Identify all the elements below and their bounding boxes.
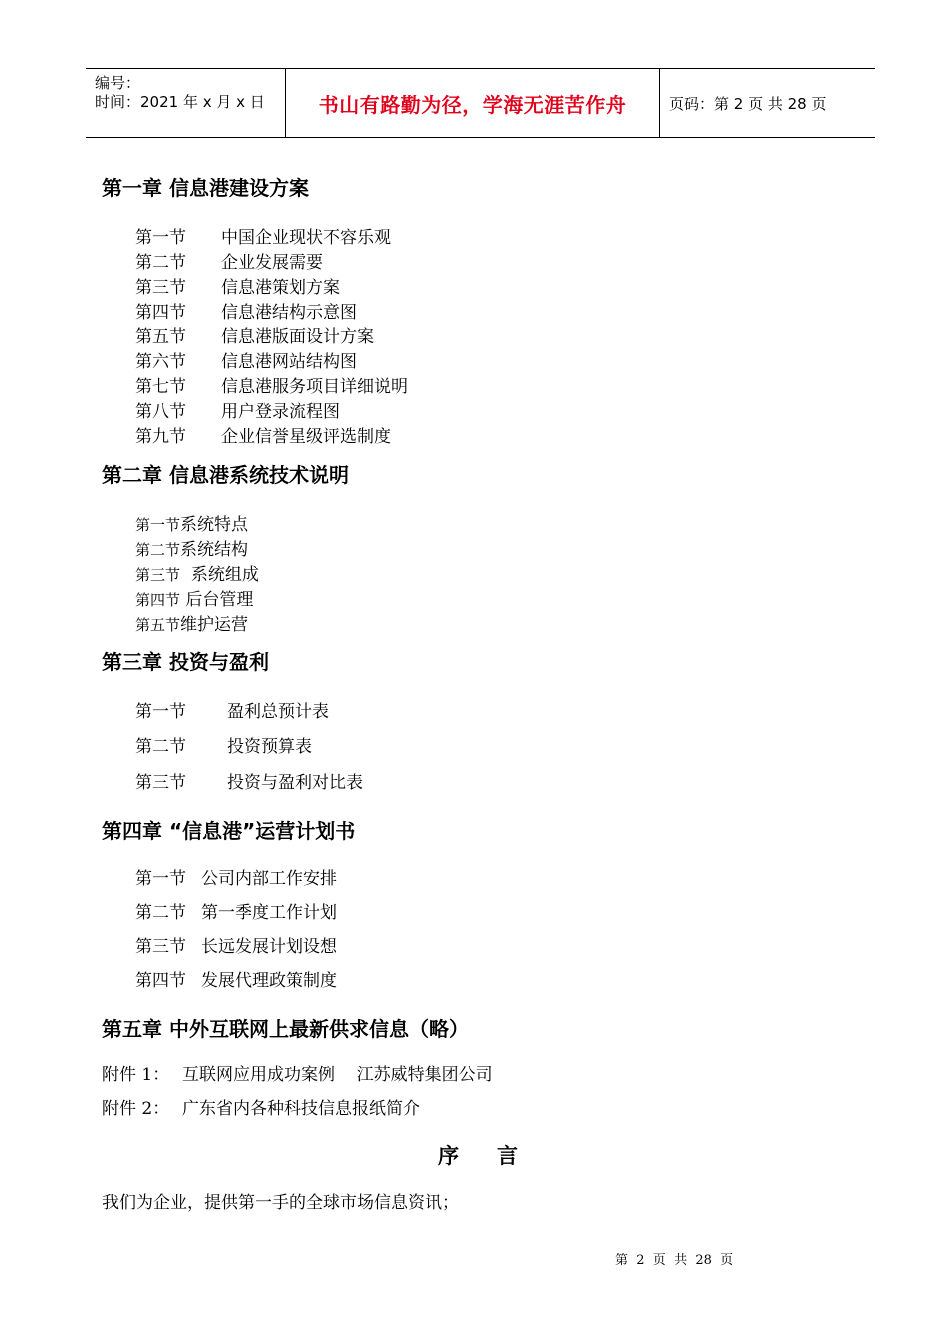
section-title: 发展代理政策制度: [201, 971, 337, 991]
chapter-2-heading: 第二章 信息港系统技术说明: [102, 463, 349, 487]
date-label: 时间：2021 年 x 月 x 日: [95, 93, 265, 111]
header-motto-cell: [285, 69, 660, 137]
header-meta: [86, 69, 285, 137]
section-number: 第八节: [135, 402, 186, 422]
section-title: 企业发展需要: [221, 253, 323, 273]
section-number: 第四节: [135, 591, 181, 609]
section-title: 信息港版面设计方案: [221, 327, 374, 347]
section-number: 第一节: [135, 516, 181, 534]
page-footer: 第 2 页 共 28 页: [615, 1253, 734, 1268]
toc-item: [135, 248, 323, 273]
section-title: 信息港结构示意图: [221, 303, 357, 323]
toc-item: [135, 697, 329, 722]
section-number: 第七节: [135, 377, 186, 397]
attachment-title: 广东省内各种科技信息报纸简介: [182, 1099, 420, 1119]
toc-item: [135, 535, 248, 560]
serial-label: 编号：: [95, 74, 141, 92]
section-title: 第一季度工作计划: [201, 903, 337, 923]
section-number: 第六节: [135, 352, 186, 372]
chapter-1-heading: 第一章 信息港建设方案: [102, 176, 309, 200]
attachment-item: [102, 1060, 493, 1085]
section-number: 第二节: [135, 541, 181, 559]
section-title: 盈利总预计表: [227, 702, 329, 722]
section-number: 第二节: [135, 903, 186, 923]
section-title: 中国企业现状不容乐观: [221, 228, 391, 248]
motto: 书山有路勤为径，学海无涯苦作舟: [318, 92, 627, 117]
section-number: 第一节: [135, 702, 186, 722]
toc-item: [135, 510, 248, 535]
section-number: 第二节: [135, 253, 186, 273]
toc-item: [135, 560, 259, 585]
section-number: 第一节: [135, 228, 186, 248]
section-number: 第三节: [135, 773, 186, 793]
section-number: 第三节: [135, 278, 186, 298]
toc-item: [135, 298, 357, 323]
section-title: 信息港网站结构图: [221, 352, 357, 372]
attachment-number: 附件 1：: [102, 1065, 170, 1085]
toc-item: [135, 372, 408, 397]
section-title: 系统结构: [180, 540, 249, 560]
attachment-number: 附件 2：: [102, 1099, 170, 1119]
section-number: 第三节: [135, 566, 181, 584]
section-title: 信息港服务项目详细说明: [221, 377, 408, 397]
toc-item: [135, 864, 337, 889]
section-title: 用户登录流程图: [221, 402, 340, 422]
header-page-cell: [659, 69, 875, 137]
toc-item: [135, 223, 391, 248]
toc-item: [135, 898, 337, 923]
toc-item: [135, 273, 340, 298]
preface-heading: 序言: [438, 1144, 556, 1168]
chapter-3-heading: 第三章 投资与盈利: [102, 650, 269, 674]
section-number: 第九节: [135, 427, 186, 447]
section-title: 公司内部工作安排: [201, 869, 337, 889]
section-number: 第二节: [135, 737, 186, 757]
section-title: 信息港策划方案: [221, 278, 340, 298]
preface-paragraph: 我们为企业，提供第一手的全球市场信息资讯；: [102, 1193, 459, 1213]
toc-item: [135, 585, 253, 610]
toc-item: [135, 732, 312, 757]
attachment-title: 互联网应用成功案例 江苏威特集团公司: [182, 1065, 493, 1085]
section-number: 第五节: [135, 616, 181, 634]
section-number: 第四节: [135, 303, 186, 323]
toc-item: [135, 768, 363, 793]
chapter-4-heading: 第四章 “信息港”运营计划书: [102, 819, 356, 843]
section-number: 第五节: [135, 327, 186, 347]
page-info: 页码：第 2 页 共 28 页: [669, 94, 827, 113]
toc-item: [135, 966, 337, 991]
page-header: [86, 68, 875, 138]
chapter-5-heading: 第五章 中外互联网上最新供求信息（略）: [102, 1017, 469, 1041]
section-title: 长远发展计划设想: [201, 937, 337, 957]
section-title: 维护运营: [180, 615, 249, 635]
toc-item: [135, 322, 374, 347]
toc-item: [135, 422, 391, 447]
toc-item: [135, 610, 248, 635]
section-title: 企业信誉星级评选制度: [221, 427, 391, 447]
section-title: 系统组成: [180, 565, 259, 585]
toc-item: [135, 397, 340, 422]
section-number: 第四节: [135, 971, 186, 991]
toc-item: [135, 932, 337, 957]
toc-item: [135, 347, 357, 372]
attachment-item: [102, 1094, 420, 1119]
section-title: 投资与盈利对比表: [227, 773, 363, 793]
section-title: 系统特点: [180, 515, 249, 535]
section-number: 第三节: [135, 937, 186, 957]
section-number: 第一节: [135, 869, 186, 889]
section-title: 投资预算表: [227, 737, 312, 757]
section-title: 后台管理: [180, 590, 254, 610]
